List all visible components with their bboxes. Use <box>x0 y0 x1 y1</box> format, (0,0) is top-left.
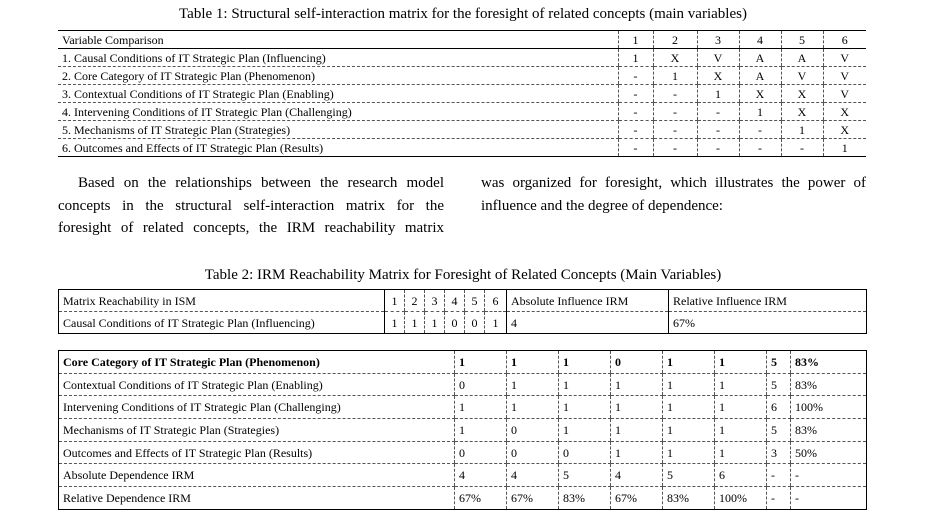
paragraph-line: Based on the relationships between the research model <box>78 175 444 191</box>
irm-reachability-table <box>58 350 867 510</box>
table-cell: 1 <box>653 67 697 85</box>
table-cell: 1 <box>781 121 823 139</box>
table-cell: 67% <box>611 487 663 510</box>
table-cell: 1 <box>697 85 739 103</box>
table-cell: X <box>823 121 866 139</box>
table-cell: 5 <box>767 351 791 374</box>
table-cell: 4 <box>611 464 663 487</box>
row-label: 6. Outcomes and Effects of IT Strategic Plan (Results) <box>62 140 324 155</box>
table-row <box>58 103 866 121</box>
row-label: 5. Mechanisms of IT Strategic Plan (Strategies) <box>58 121 618 139</box>
table-row <box>58 85 866 103</box>
table-cell: - <box>697 103 739 121</box>
paragraph-left-column <box>58 172 444 240</box>
paragraph-line: influence and the degree of dependence: <box>481 197 723 214</box>
table-cell: - <box>697 139 739 157</box>
table-cell: 1 <box>559 396 611 419</box>
table-cell: 6 <box>485 290 507 312</box>
table-cell: 1 <box>739 103 781 121</box>
table-cell: - <box>739 121 781 139</box>
row-label: Outcomes and Effects of IT Strategic Plan (Results) <box>59 441 455 464</box>
paragraph-line: foresight of related concepts, the IRM reachability matrix <box>58 220 444 236</box>
table-cell: Relative Influence IRM <box>669 290 867 312</box>
table2-caption: Table 2: IRM Reachability Matrix for Foresight of Related Concepts (Main Variables) <box>204 267 722 283</box>
table-header-cell: 4 <box>739 31 781 49</box>
table-cell: 67% <box>669 312 867 334</box>
table-cell: 83% <box>791 419 867 442</box>
table-cell: 1 <box>611 419 663 442</box>
table-cell: 83% <box>791 351 867 374</box>
table-cell: 4 <box>445 290 465 312</box>
table-cell: 1 <box>425 312 445 334</box>
row-label: Core Category of IT Strategic Plan (Phenomenon) <box>59 351 455 374</box>
row-label: Relative Dependence IRM <box>63 490 191 505</box>
table-cell: 1 <box>715 351 767 374</box>
table-header-cell: 2 <box>653 31 697 49</box>
row-label: 3. Contextual Conditions of IT Strategic Plan (Enabling) <box>58 85 618 103</box>
table-cell: 1 <box>618 49 653 67</box>
table-row <box>58 139 866 157</box>
table-cell: 0 <box>445 312 465 334</box>
table-cell: 1 <box>663 373 715 396</box>
table-cell: V <box>781 67 823 85</box>
table-row <box>59 312 867 334</box>
table-cell: 5 <box>767 419 791 442</box>
table-row <box>58 49 866 67</box>
table-cell: 1 <box>559 351 611 374</box>
table-cell: 1 <box>611 373 663 396</box>
table-cell: 0 <box>455 441 507 464</box>
table-cell: V <box>823 49 866 67</box>
table1-caption: Table 1: Structural self-interaction matrix for the foresight of related concepts (main variables) <box>179 6 747 22</box>
table-cell: - <box>791 487 867 510</box>
row-label: Intervening Conditions of IT Strategic Plan (Challenging) <box>59 396 455 419</box>
table-row <box>59 396 867 419</box>
table-cell: 1 <box>385 312 405 334</box>
table-cell: 83% <box>791 373 867 396</box>
table-cell: 1 <box>715 419 767 442</box>
table-cell: 1 <box>611 441 663 464</box>
table-cell: 5 <box>663 464 715 487</box>
table-cell: - <box>618 103 653 121</box>
table-cell: 6 <box>767 396 791 419</box>
row-label: 2. Core Category of IT Strategic Plan (Phenomenon) <box>58 67 618 85</box>
table-cell: Absolute Influence IRM <box>507 290 669 312</box>
table-cell: V <box>823 85 866 103</box>
table-cell: A <box>739 67 781 85</box>
table-cell: - <box>653 103 697 121</box>
table-cell: 83% <box>559 487 611 510</box>
table-cell: 0 <box>507 441 559 464</box>
row-label: Matrix Reachability in ISM <box>59 290 385 312</box>
row-label: Contextual Conditions of IT Strategic Plan (Enabling) <box>59 373 455 396</box>
table-cell: 83% <box>663 487 715 510</box>
table-cell: - <box>618 67 653 85</box>
table-cell: 1 <box>507 373 559 396</box>
table-cell: 1 <box>455 351 507 374</box>
table-cell: 1 <box>663 396 715 419</box>
table-cell: X <box>697 67 739 85</box>
table-cell: 67% <box>507 487 559 510</box>
table-cell: - <box>618 139 653 157</box>
table-row <box>58 67 866 85</box>
table-cell: 50% <box>791 441 867 464</box>
table-header-cell: 3 <box>697 31 739 49</box>
table-cell: 3 <box>767 441 791 464</box>
table-cell: X <box>739 85 781 103</box>
table-cell: 1 <box>559 419 611 442</box>
row-label: 1. Causal Conditions of IT Strategic Plan (Influencing) <box>58 49 618 67</box>
table-cell: 1 <box>663 441 715 464</box>
structural-self-interaction-table <box>58 30 866 157</box>
row-label: Absolute Dependence IRM <box>59 464 455 487</box>
irm-reachability-header-table <box>58 289 867 334</box>
table-cell: - <box>791 464 867 487</box>
table-cell: 5 <box>465 290 485 312</box>
table-cell: 100% <box>791 396 867 419</box>
table-row <box>59 464 867 487</box>
table-cell: 1 <box>715 441 767 464</box>
table-cell: 0 <box>507 419 559 442</box>
table-cell: 5 <box>767 373 791 396</box>
row-label: Mechanisms of IT Strategic Plan (Strategies) <box>59 419 455 442</box>
table-cell: 1 <box>455 396 507 419</box>
table-row <box>59 487 867 510</box>
table-header-row <box>58 31 866 49</box>
table-cell: 6 <box>715 464 767 487</box>
table-cell: 1 <box>455 419 507 442</box>
table-header-cell: 5 <box>781 31 823 49</box>
table-cell: 0 <box>559 441 611 464</box>
table-cell: 0 <box>465 312 485 334</box>
table-cell: - <box>618 85 653 103</box>
table-row <box>59 441 867 464</box>
table-cell: 1 <box>507 351 559 374</box>
table-header-cell: 1 <box>618 31 653 49</box>
table-cell: V <box>697 49 739 67</box>
table-cell: X <box>653 49 697 67</box>
table-cell: 67% <box>455 487 507 510</box>
paragraph-right-column <box>481 172 866 217</box>
table-cell: - <box>697 121 739 139</box>
table-header-row <box>59 290 867 312</box>
table-cell: 1 <box>485 312 507 334</box>
table-row <box>59 351 867 374</box>
table-cell: 3 <box>425 290 445 312</box>
table-cell: - <box>767 464 791 487</box>
table-cell: 2 <box>405 290 425 312</box>
table-cell: - <box>739 139 781 157</box>
table-cell: 1 <box>405 312 425 334</box>
table-cell: - <box>653 85 697 103</box>
table-cell: 4 <box>455 464 507 487</box>
table-cell: 0 <box>611 351 663 374</box>
table-cell: 4 <box>507 464 559 487</box>
table-cell: 1 <box>663 351 715 374</box>
table-cell: 1 <box>611 396 663 419</box>
table-cell: 0 <box>455 373 507 396</box>
table-cell: - <box>653 139 697 157</box>
table-cell: - <box>781 139 823 157</box>
table-cell: A <box>739 49 781 67</box>
row-label: Causal Conditions of IT Strategic Plan (Influencing) <box>63 315 315 330</box>
table-cell: V <box>823 67 866 85</box>
table-cell: 1 <box>507 396 559 419</box>
table-header-label: Variable Comparison <box>58 31 618 49</box>
table-cell: - <box>767 487 791 510</box>
row-label: 4. Intervening Conditions of IT Strategic Plan (Challenging) <box>58 103 618 121</box>
table-header-cell: 6 <box>823 31 866 49</box>
table-cell: X <box>781 103 823 121</box>
table-cell: - <box>618 121 653 139</box>
table-cell: - <box>653 121 697 139</box>
table-cell: X <box>781 85 823 103</box>
table-cell: 4 <box>507 312 669 334</box>
table-cell: X <box>823 103 866 121</box>
table-cell: A <box>781 49 823 67</box>
table-cell: 100% <box>715 487 767 510</box>
table-cell: 1 <box>559 373 611 396</box>
table-row <box>58 121 866 139</box>
table-cell: 1 <box>715 396 767 419</box>
table-cell: 1 <box>823 139 866 157</box>
paragraph-line: concepts in the structural self-interaction matrix for the <box>58 197 444 214</box>
table-row <box>59 419 867 442</box>
table-cell: 1 <box>715 373 767 396</box>
table-cell: 5 <box>559 464 611 487</box>
table-cell: 1 <box>663 419 715 442</box>
table-cell: 1 <box>385 290 405 312</box>
paragraph-line: was organized for foresight, which illustrates the power of <box>481 175 866 191</box>
table-row <box>59 373 867 396</box>
